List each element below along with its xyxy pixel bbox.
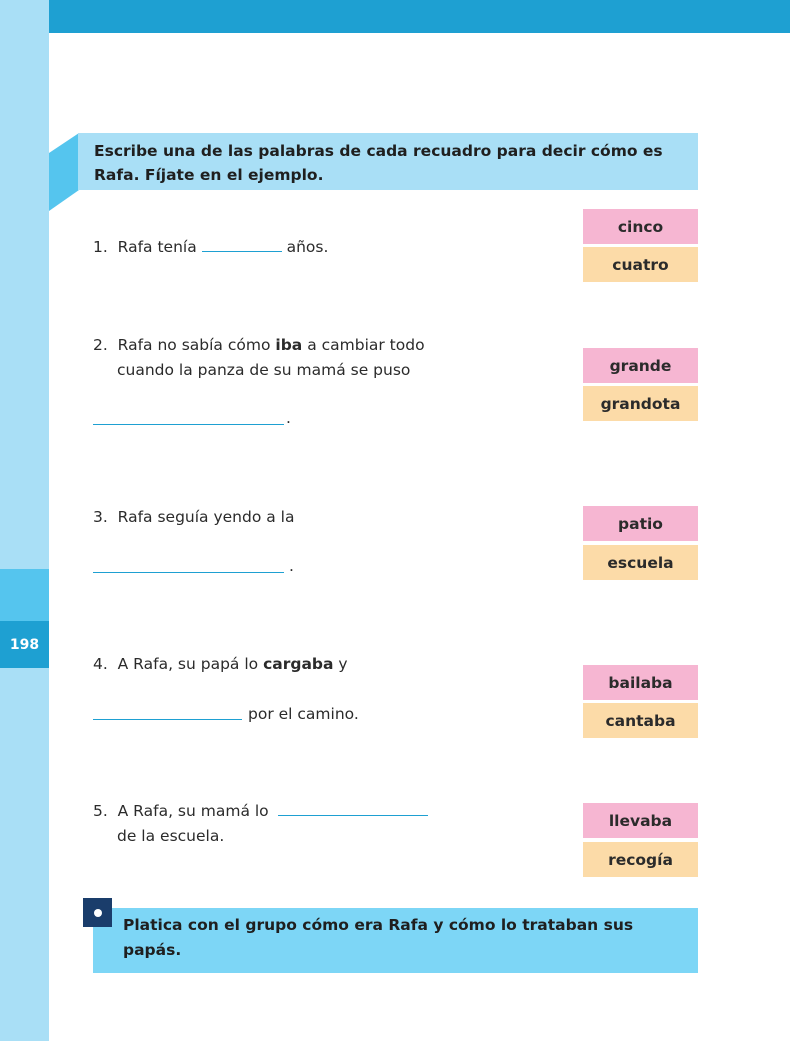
option-grandota[interactable]: grandota bbox=[583, 386, 698, 421]
question-line-2: cuando la panza de su mamá se puso bbox=[117, 361, 411, 379]
option-cinco[interactable]: cinco bbox=[583, 209, 698, 244]
question-number: 1. bbox=[93, 238, 108, 256]
page-number: 198 bbox=[0, 621, 49, 668]
question-text-after: por el camino. bbox=[248, 705, 359, 723]
instruction-flag bbox=[49, 133, 79, 211]
discussion-line-2: papás. bbox=[123, 941, 182, 959]
question-text: A Rafa, su mamá lo bbox=[117, 802, 269, 820]
instruction-banner bbox=[78, 133, 698, 190]
period: . bbox=[286, 409, 291, 427]
question-number: 5. bbox=[93, 802, 108, 820]
instruction-line-2: Rafa. Fíjate en el ejemplo. bbox=[94, 166, 324, 184]
question-number: 4. bbox=[93, 655, 108, 673]
question-3 bbox=[93, 505, 294, 530]
question-text: Rafa seguía yendo a la bbox=[117, 508, 295, 526]
question-text-end: años. bbox=[286, 238, 329, 256]
answer-blank-1[interactable] bbox=[202, 238, 282, 252]
question-number: 3. bbox=[93, 508, 108, 526]
option-bailaba[interactable]: bailaba bbox=[583, 665, 698, 700]
option-cantaba[interactable]: cantaba bbox=[583, 703, 698, 738]
answer-blank-4[interactable] bbox=[93, 719, 242, 720]
option-cuatro[interactable]: cuatro bbox=[583, 247, 698, 282]
bold-word-cargaba: cargaba bbox=[263, 655, 334, 673]
question-5 bbox=[93, 799, 428, 849]
question-text: Rafa no sabía cómo bbox=[117, 336, 271, 354]
option-patio[interactable]: patio bbox=[583, 506, 698, 541]
side-strip bbox=[0, 0, 49, 1041]
option-llevaba[interactable]: llevaba bbox=[583, 803, 698, 838]
instruction-line-1: Escribe una de las palabras de cada recuadro para decir cómo es bbox=[94, 142, 663, 160]
top-bar bbox=[0, 0, 790, 33]
answer-blank-3[interactable] bbox=[93, 572, 284, 573]
period: . bbox=[289, 557, 294, 575]
question-line-2: de la escuela. bbox=[117, 827, 225, 845]
bold-word-iba: iba bbox=[275, 336, 303, 354]
answer-blank-5[interactable] bbox=[278, 802, 428, 816]
side-tab bbox=[0, 569, 49, 621]
option-escuela[interactable]: escuela bbox=[583, 545, 698, 580]
question-1 bbox=[93, 235, 328, 260]
question-text-cont: a cambiar todo bbox=[307, 336, 425, 354]
option-recogia[interactable]: recogía bbox=[583, 842, 698, 877]
question-2 bbox=[93, 333, 425, 383]
answer-blank-2[interactable] bbox=[93, 424, 284, 425]
bullet-icon bbox=[83, 898, 112, 927]
discussion-line-1: Platica con el grupo cómo era Rafa y cómo lo trataban sus bbox=[123, 916, 634, 934]
question-text: A Rafa, su papá lo bbox=[117, 655, 259, 673]
question-4 bbox=[93, 652, 348, 677]
question-number: 2. bbox=[93, 336, 108, 354]
question-text: Rafa tenía bbox=[117, 238, 197, 256]
discussion-banner bbox=[93, 908, 698, 973]
option-grande[interactable]: grande bbox=[583, 348, 698, 383]
question-text-cont: y bbox=[338, 655, 348, 673]
